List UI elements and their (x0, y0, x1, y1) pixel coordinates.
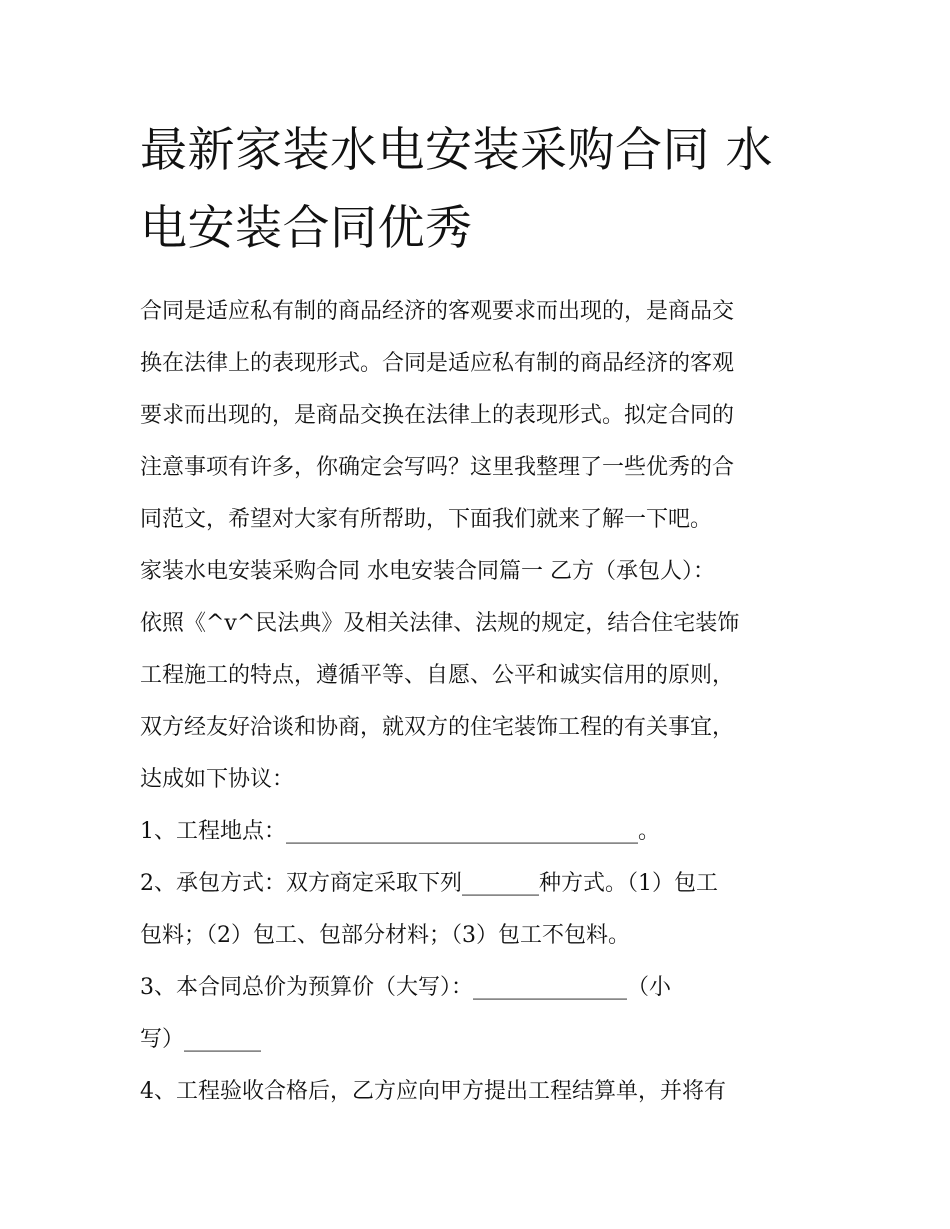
text-line: 换在法律上的表现形式。合同是适应私有制的商品经济的客观 (140, 351, 735, 376)
text-line: 注意事项有许多，你确定会写吗？这里我整理了一些优秀的合 (140, 455, 735, 480)
document-title (140, 112, 815, 268)
text-line: 达成如下协议： (140, 767, 295, 792)
text-line: 同范文，希望对大家有所帮助，下面我们就来了解一下吧。 (140, 507, 713, 532)
document-page (140, 112, 815, 1118)
text-line: 合同是适应私有制的商品经济的客观要求而出现的，是商品交 (140, 299, 735, 324)
clause-4: 4、工程验收合格后，乙方应向甲方提出工程结算单，并将有 (140, 1079, 726, 1104)
clause-3: 3、本合同总价为预算价（大写）：______________（小 (140, 975, 671, 1000)
text-line: 家装水电安装采购合同 水电安装合同篇一 乙方（承包人）： (140, 559, 715, 584)
title-line: 电安装合同优秀 (140, 201, 473, 256)
clause-1: 1、工程地点：________________________________。 (140, 819, 660, 844)
text-line: 依照《^v^民法典》及相关法律、法规的规定，结合住宅装饰 (140, 611, 740, 636)
document-body (140, 286, 815, 1118)
text-line: 包料；（2）包工、包部分材料；（3）包工不包料。 (140, 923, 630, 948)
text-line: 双方经友好洽谈和协商，就双方的住宅装饰工程的有关事宜， (140, 715, 735, 740)
text-line: 写）_______ (140, 1027, 262, 1052)
text-line: 要求而出现的，是商品交换在法律上的表现形式。拟定合同的 (140, 403, 735, 428)
title-line: 最新家装水电安装采购合同 水 (140, 123, 773, 178)
text-line: 工程施工的特点，遵循平等、自愿、公平和诚实信用的原则， (140, 663, 735, 688)
clause-2: 2、承包方式：双方商定采取下列_______种方式。（1）包工 (140, 871, 718, 896)
